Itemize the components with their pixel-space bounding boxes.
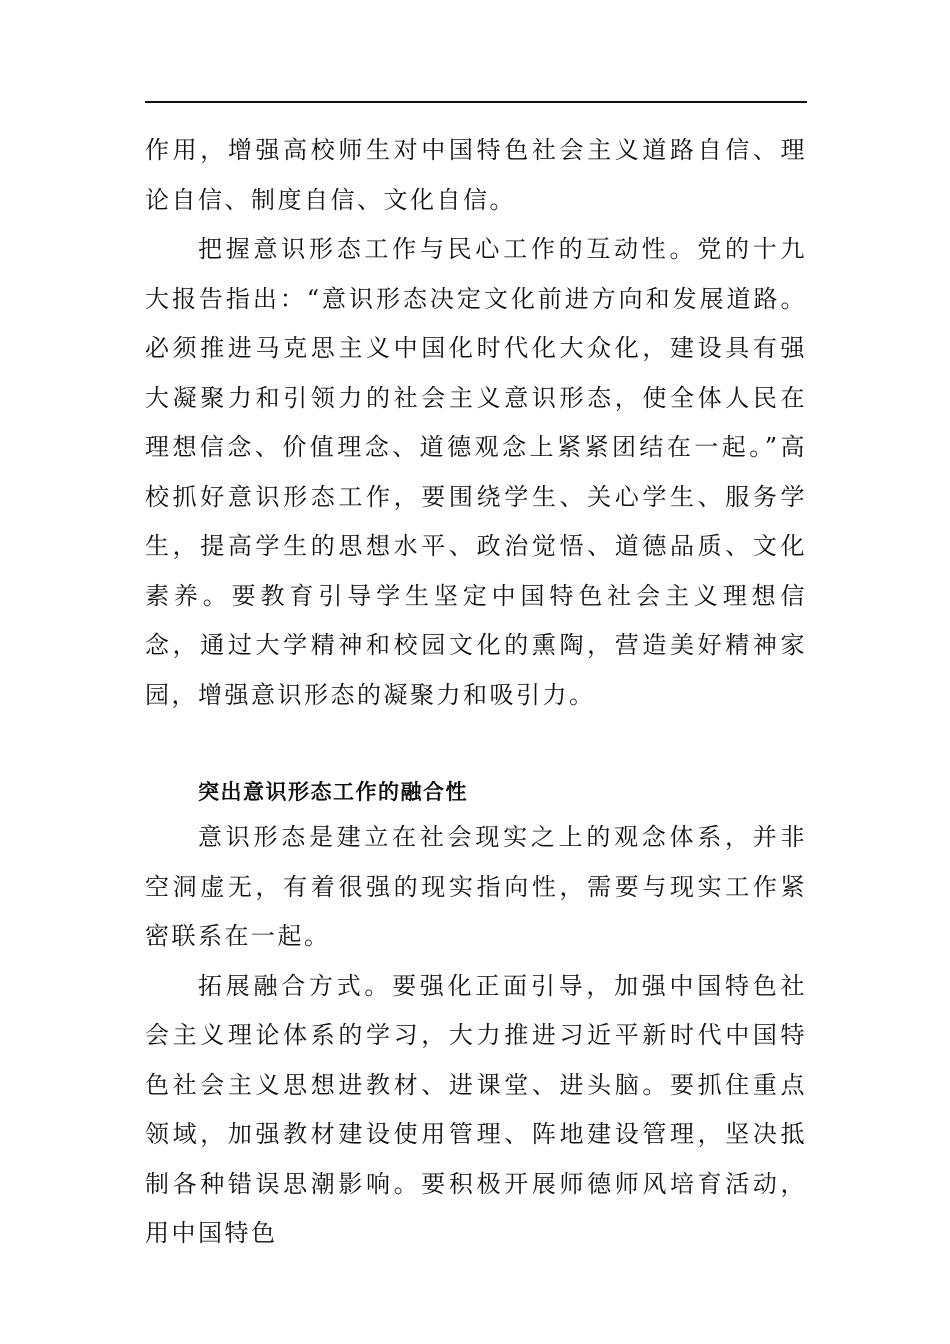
paragraph-integration-intro: 意识形态是建立在社会现实之上的观念体系，并非空洞虚无，有着很强的现实指向性，需要与现实工作紧密联系在一起。: [145, 823, 807, 950]
paragraph-interaction: 把握意识形态工作与民心工作的互动性。党的十九大报告指出：“意识形态决定文化前进方向和发展道路。必须推进马克思主义中国化时代化大众化，建设具有强大凝聚力和引领力的社会主义意识形态，使全体人民在理想信念、价值理念、道德观念上紧紧团结在一起。”高校抓好意识形态工作，要围绕学生、关心学生、服务学生，提高学生的思想水平、政治觉悟、道德品质、文化素养。要教育引导学生坚定中国特色社会主义理想信念，通过大学精神和校园文化的熏陶，营造美好精神家园，增强意识形态的凝聚力和吸引力。: [145, 235, 807, 709]
paragraph-continuation: 作用，增强高校师生对中国特色社会主义道路自信、理论自信、制度自信、文化自信。: [145, 136, 807, 214]
document-body: [145, 126, 807, 1259]
paragraph-expand-methods: 拓展融合方式。要强化正面引导，加强中国特色社会主义理论体系的学习，大力推进习近平新时代中国特色社会主义思想进教材、进课堂、进头脑。要抓住重点领域，加强教材建设使用管理、阵地建设管理，坚决抵制各种错误思潮影响。要积极开展师德师风培育活动，用中国特色: [145, 971, 807, 1247]
section-heading: 突出意识形态工作的融合性: [198, 780, 468, 804]
header-rule: [145, 101, 807, 103]
